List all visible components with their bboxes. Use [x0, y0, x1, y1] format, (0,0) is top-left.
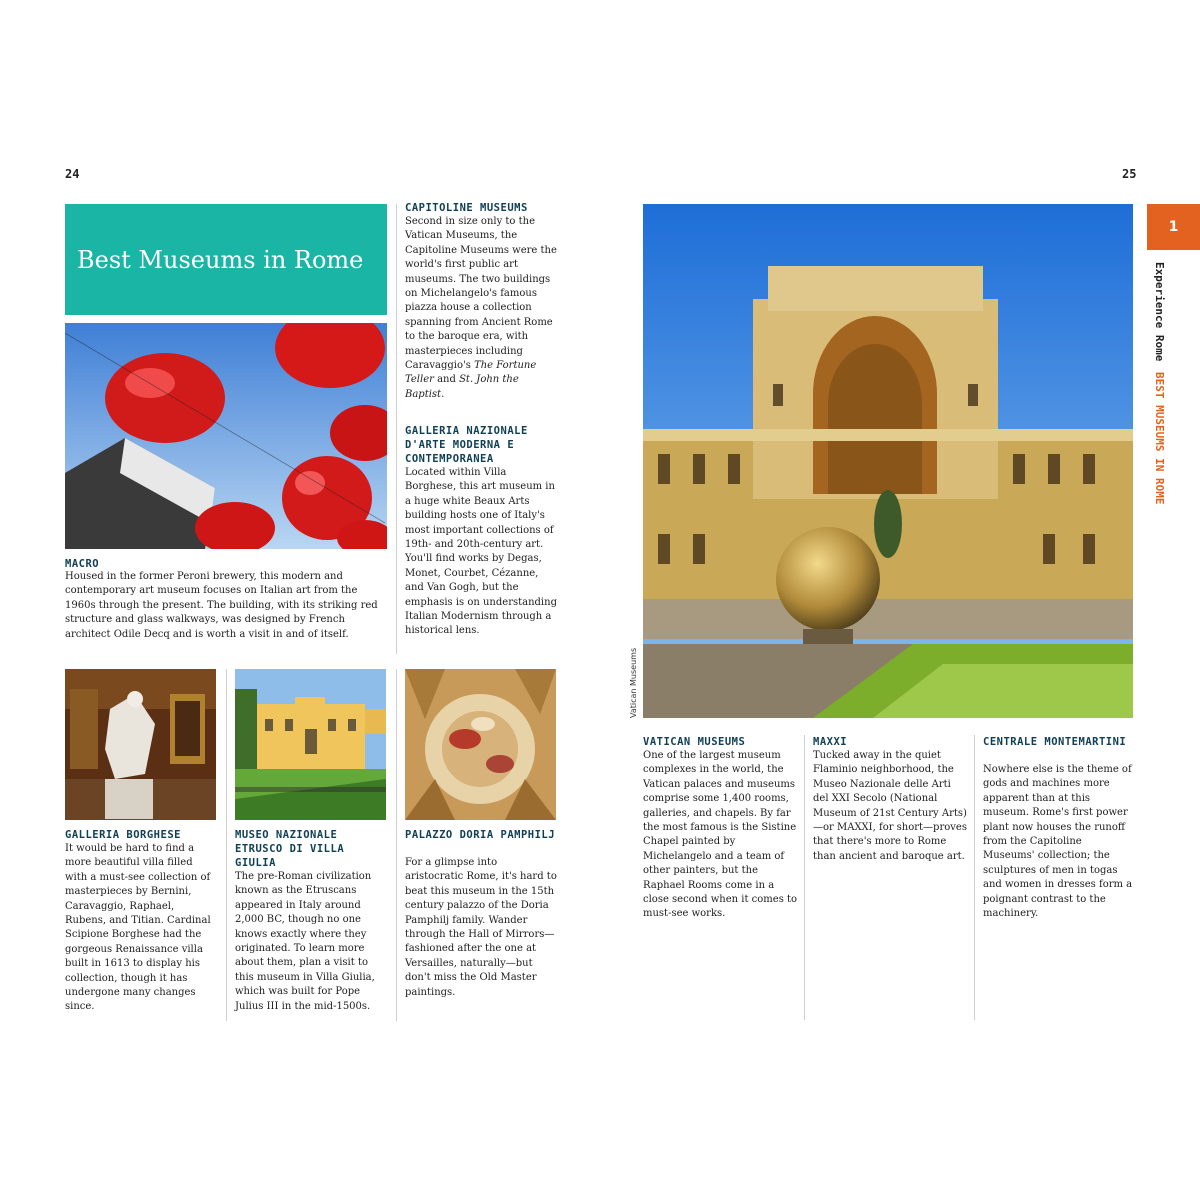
- vatican-photo: [643, 204, 1133, 718]
- running-head-book: Experience Rome: [1153, 262, 1166, 362]
- artwork-title: The Fortune Teller: [405, 360, 537, 386]
- chapter-tab: [1147, 204, 1200, 250]
- borghese-photo: [65, 669, 216, 820]
- column-divider: [804, 735, 805, 1020]
- vatican-body: One of the largest museum complexes in the world, the Vatican palaces and museums comprise some 1,400 rooms, galleries, and chapels. By far the most famous is the Sistine Chapel painted by Michelangelo and a team of other painters, but the Raphael Rooms come in a close second when it comes to must-see works.: [643, 750, 798, 920]
- etrusco-body: The pre-Roman civilization known as the Etruscans appeared in Italy around 2,000 BC, though no one knows exactly where they originated. To learn more about them, plan a visit to this museum in Villa Giulia, which was built for Pope Julius III in the mid-1500s.: [235, 871, 375, 1012]
- maxxi-body: Tucked away in the quiet Flaminio neighborhood, the Museo Nazionale delle Arti del XXI Secolo (National Museum of 21st Century Arts)—or MAXXI, for short—proves that there's more to Rome than ancient and baroque art.: [813, 750, 967, 862]
- borghese-body: It would be hard to find a more beautiful villa filled with a must-see collection of masterpieces by Bernini, Caravaggio, Raphael, Rubens, and Titian. Cardinal Scipione Borghese had the gorgeous Renaissance villa built in 1613 to display his collection, though it has undergone many changes since.: [65, 843, 211, 1013]
- photo-credit: Vatican Museums: [629, 647, 638, 718]
- gnam-heading: GALLERIA NAZIONALE D'ARTE MODERNA E CONTEMPORANEA: [405, 425, 528, 465]
- doria-body: For a glimpse into aristocratic Rome, it's hard to beat this museum in the 15th century palazzo of the Doria Pamphilj family. Wander through the Hall of Mirrors—fashioned after the one at Versailles, naturally—but don't miss the Old Master paintings.: [405, 857, 557, 998]
- page-number-right: 25: [1122, 167, 1137, 181]
- page-number-left: 24: [65, 167, 80, 181]
- doria-pamphilj-photo: [405, 669, 556, 820]
- borghese-heading: GALLERIA BORGHESE: [65, 829, 181, 841]
- macro-photo: [65, 323, 387, 549]
- macro-heading: MACRO: [65, 558, 100, 570]
- section-title: Best Museums in Rome: [77, 245, 364, 274]
- macro-body: Housed in the former Peroni brewery, this modern and contemporary art museum focuses on Italian art from the 1960s through the present. The building, with its striking red structure and glass walkways, was designed by French architect Odile Decq and is worth a visit in and of itself.: [65, 571, 378, 640]
- etrusco-heading: MUSEO NAZIONALE ETRUSCO DI VILLA GIULIA: [235, 829, 345, 869]
- maxxi-heading: MAXXI: [813, 736, 848, 748]
- gnam-body: Located within Villa Borghese, this art museum in a huge white Beaux Arts building hosts one of Italy's most important collections of 19th- and 20th-century art. You'll find works by Degas, Monet, Courbet, Cézanne, and Van Gogh, but the emphasis is on understanding Italian Modernism through a historical lens.: [405, 467, 557, 637]
- capitoline-heading: CAPITOLINE MUSEUMS: [405, 202, 528, 214]
- montemartini-body: Nowhere else is the theme of gods and machines more apparent than at this museum. Rome's first power plant now houses the runoff from the Capitoline Museums' collection; the sculptures of men in togas and women in dresses form a poignant contrast to the machinery.: [983, 764, 1133, 920]
- vatican-heading: VATICAN MUSEUMS: [643, 736, 746, 748]
- section-title-box: [65, 204, 387, 315]
- running-head-section: BEST MUSEUMS IN ROME: [1153, 372, 1166, 505]
- column-divider: [396, 204, 397, 654]
- column-divider: [396, 669, 397, 1021]
- column-divider: [974, 735, 975, 1020]
- capitoline-body: Second in size only to the Vatican Museums, the Capitoline Museums were the world's first public art museums. The two buildings on Michelangelo's famous piazza house a collection spanning from Ancient Rome to the baroque era, with masterpieces including Caravaggio's The Fortune Teller and St. John the Baptist.: [405, 216, 557, 400]
- column-divider: [226, 669, 227, 1021]
- villa-giulia-photo: [235, 669, 386, 820]
- doria-heading: PALAZZO DORIA PAMPHILJ: [405, 829, 556, 841]
- montemartini-heading: CENTRALE MONTEMARTINI: [983, 736, 1127, 748]
- chapter-number: 1: [1168, 219, 1179, 235]
- artwork-title: St. John the Baptist: [405, 374, 519, 400]
